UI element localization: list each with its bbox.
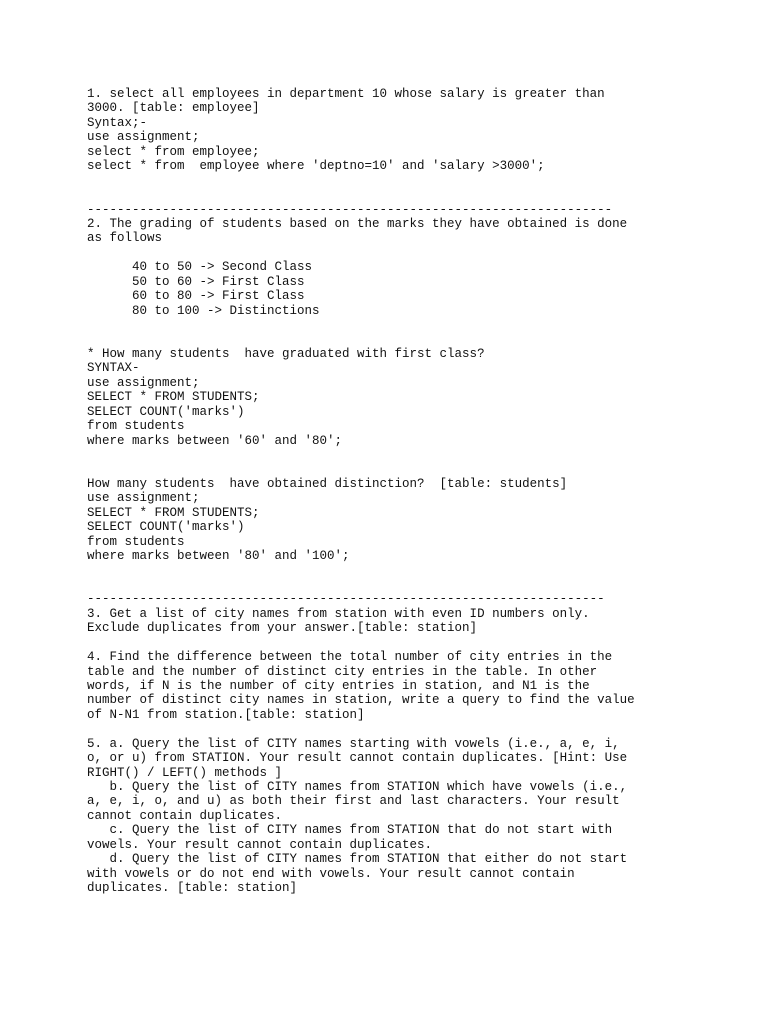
text-line: from students	[87, 534, 185, 549]
text-line: 60 to 80 -> First Class	[87, 289, 305, 304]
blank-line	[87, 462, 635, 476]
text-line: b. Query the list of CITY names from STATION which have vowels (i.e.,	[87, 780, 628, 794]
blank-line	[87, 563, 635, 577]
text-line: c. Query the list of CITY names from STATION that do not start with	[87, 823, 613, 838]
text-line: 3. Get a list of city names from station with even ID numbers only.	[87, 606, 590, 621]
text-line: SELECT * FROM STUDENTS;	[87, 505, 260, 520]
text-line: SELECT COUNT('marks')	[87, 520, 245, 535]
text-line: How many students have obtained distinction? [table: students]	[87, 476, 568, 491]
text-line: RIGHT() / LEFT() methods ]	[87, 765, 283, 780]
text-line: a, e, i, o, and u) as both their first and last characters. Your result	[87, 794, 620, 809]
blank-line	[87, 332, 635, 346]
blank-line	[87, 722, 635, 736]
text-line: where marks between '80' and '100';	[87, 549, 350, 563]
text-line: Syntax;-	[87, 115, 148, 130]
text-line: duplicates. [table: station]	[87, 881, 298, 896]
text-line: words, if N is the number of city entries in station, and N1 is the	[87, 678, 590, 693]
text-line: use assignment;	[87, 491, 200, 506]
text-line: of N-N1 from station.[table: station]	[87, 707, 365, 722]
text-line: d. Query the list of CITY names from STATION that either do not start	[87, 852, 628, 867]
text-line: 4. Find the difference between the total number of city entries in the	[87, 650, 613, 665]
blank-line	[87, 578, 635, 592]
text-line: use assignment;	[87, 130, 200, 145]
text-line: 3000. [table: employee]	[87, 101, 260, 116]
document-text	[87, 87, 635, 896]
text-line: SYNTAX-	[87, 361, 140, 376]
text-line: * How many students have graduated with first class?	[87, 346, 485, 361]
text-line: ----------------------------------------------------------------------	[87, 202, 613, 217]
text-line: SELECT COUNT('marks')	[87, 404, 245, 419]
blank-line	[87, 636, 635, 650]
text-line: cannot contain duplicates.	[87, 808, 283, 823]
text-line: SELECT * FROM STUDENTS;	[87, 390, 260, 405]
text-line: ---------------------------------------------------------------------	[87, 592, 605, 607]
blank-line	[87, 188, 635, 202]
text-line: select * from employee;	[87, 144, 260, 159]
text-line: Exclude duplicates from your answer.[table: station]	[87, 621, 478, 636]
text-line: 5. a. Query the list of CITY names starting with vowels (i.e., a, e, i,	[87, 736, 620, 751]
text-line: use assignment;	[87, 375, 200, 390]
blank-line	[87, 246, 635, 260]
text-line: where marks between '60' and '80';	[87, 433, 343, 448]
text-line: 40 to 50 -> Second Class	[87, 260, 313, 275]
text-line: 50 to 60 -> First Class	[87, 274, 305, 289]
text-line: from students	[87, 419, 185, 434]
text-line: number of distinct city names in station, write a query to find the value	[87, 693, 635, 708]
text-line: table and the number of distinct city entries in the table. In other	[87, 664, 598, 679]
text-line: with vowels or do not end with vowels. Your result cannot contain	[87, 866, 575, 881]
text-line: 80 to 100 -> Distinctions	[87, 303, 320, 318]
text-line: 2. The grading of students based on the marks they have obtained is done	[87, 216, 628, 231]
text-line: as follows	[87, 231, 163, 246]
blank-line	[87, 448, 635, 462]
blank-line	[87, 174, 635, 188]
blank-line	[87, 318, 635, 332]
text-line: o, or u) from STATION. Your result cannot contain duplicates. [Hint: Use	[87, 751, 628, 766]
text-line: select * from employee where 'deptno=10' and 'salary >3000';	[87, 159, 545, 174]
text-line: 1. select all employees in department 10 whose salary is greater than	[87, 87, 605, 101]
text-line: vowels. Your result cannot contain duplicates.	[87, 837, 433, 852]
